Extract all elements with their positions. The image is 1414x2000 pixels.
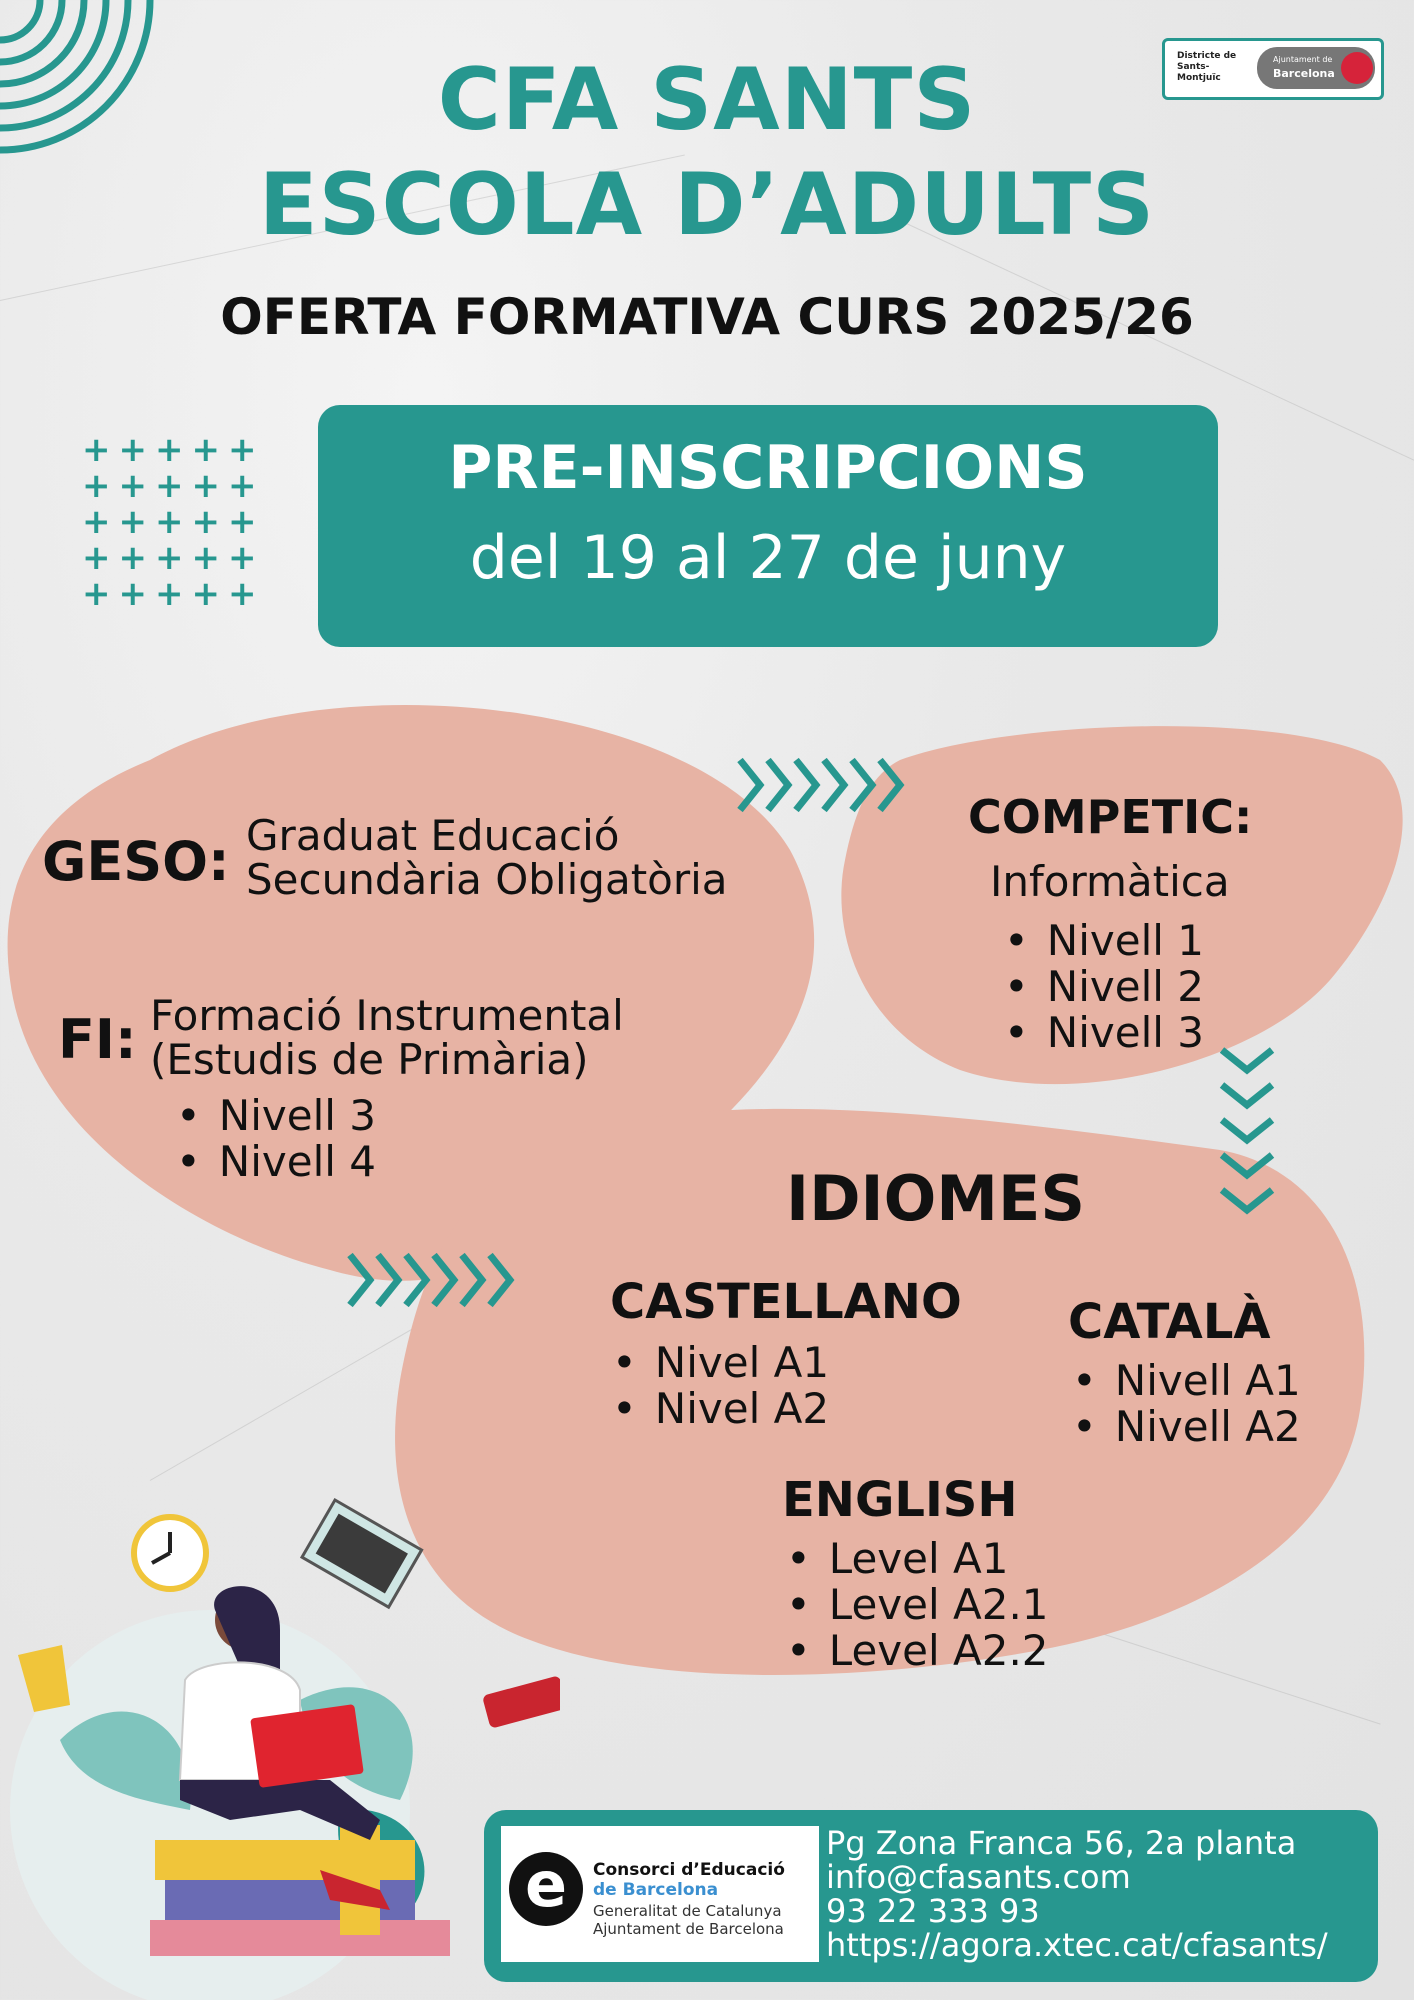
geso-description (246, 811, 728, 904)
footer-email[interactable]: info@cfasants.com (826, 1858, 1131, 1896)
list-item: • Nivell 2 (1004, 964, 1204, 1010)
geso-desc-line1: Graduat Educació (246, 811, 620, 860)
english-levels (786, 1536, 1049, 1674)
footer-url[interactable]: https://agora.xtec.cat/cfasants/ (826, 1926, 1328, 1964)
castellano-levels (612, 1340, 829, 1432)
laptop-icon (302, 1500, 422, 1607)
consorci-sub-line2: Ajuntament de Barcelona (593, 1920, 784, 1938)
preinscription-dates: del 19 al 27 de juny (469, 523, 1067, 593)
fi-levels (176, 1093, 376, 1185)
catala-label: CATALÀ (1068, 1294, 1271, 1350)
fi-label: FI: (58, 1008, 137, 1071)
list-item: • Nivell 4 (176, 1139, 376, 1185)
footer-phone[interactable]: 93 22 333 93 (826, 1892, 1040, 1930)
list-item: • Nivell A1 (1072, 1358, 1301, 1404)
fi-desc-line1: Formació Instrumental (150, 991, 624, 1040)
list-item: • Level A1 (786, 1536, 1049, 1582)
coffee-cup-icon (18, 1645, 70, 1712)
list-item: • Nivel A2 (612, 1386, 829, 1432)
page-title-line2: ESCOLA D’ADULTS (258, 155, 1156, 255)
list-item: • Nivell 3 (176, 1093, 376, 1139)
footer-contact-lines (826, 1826, 1328, 1962)
geso-label: GESO: (42, 830, 230, 893)
list-item: • Level A2.1 (786, 1582, 1049, 1628)
consorci-logo (501, 1826, 819, 1962)
ajuntament-small: Ajuntament de (1273, 55, 1333, 64)
consorci-sub-line1: Generalitat de Catalunya (593, 1902, 782, 1920)
list-item: • Nivell 1 (1004, 918, 1204, 964)
fi-description (150, 991, 624, 1084)
list-item: • Nivell 3 (1004, 1010, 1204, 1056)
list-item: • Nivell A2 (1072, 1404, 1301, 1450)
district-label: Districte de Sants-Montjuïc (1177, 51, 1237, 83)
plus-pattern-icon: +++++ +++++ +++++ +++++ +++++ (82, 430, 265, 614)
castellano-label: CASTELLANO (610, 1274, 962, 1330)
consorci-name-line2: de Barcelona (593, 1880, 719, 1900)
preinscription-box (318, 405, 1218, 647)
fi-desc-line2: (Estudis de Primària) (150, 1035, 589, 1084)
phone-icon (482, 1675, 560, 1729)
idiomes-title: IDIOMES (786, 1162, 1086, 1235)
competic-label: COMPETIC: (968, 790, 1253, 844)
footer-address: Pg Zona Franca 56, 2a planta (826, 1824, 1297, 1862)
catala-levels (1072, 1358, 1301, 1450)
competic-levels (1004, 918, 1204, 1056)
page-subtitle: OFERTA FORMATIVA CURS 2025/26 (220, 288, 1194, 346)
consorci-e-icon: e (509, 1852, 583, 1926)
consorci-name-line1: Consorci d’Educació (593, 1860, 785, 1880)
competic-description: Informàtica (990, 857, 1230, 906)
list-item: • Level A2.2 (786, 1628, 1049, 1674)
geso-desc-line2: Secundària Obligatòria (246, 855, 728, 904)
page-title-line1: CFA SANTS (437, 50, 977, 150)
english-label: ENGLISH (782, 1472, 1018, 1528)
student-illustration (0, 1480, 560, 2000)
preinscription-title: PRE-INSCRIPCIONS (448, 433, 1088, 503)
list-item: • Nivel A1 (612, 1340, 829, 1386)
ajuntament-city: Barcelona (1273, 67, 1335, 80)
